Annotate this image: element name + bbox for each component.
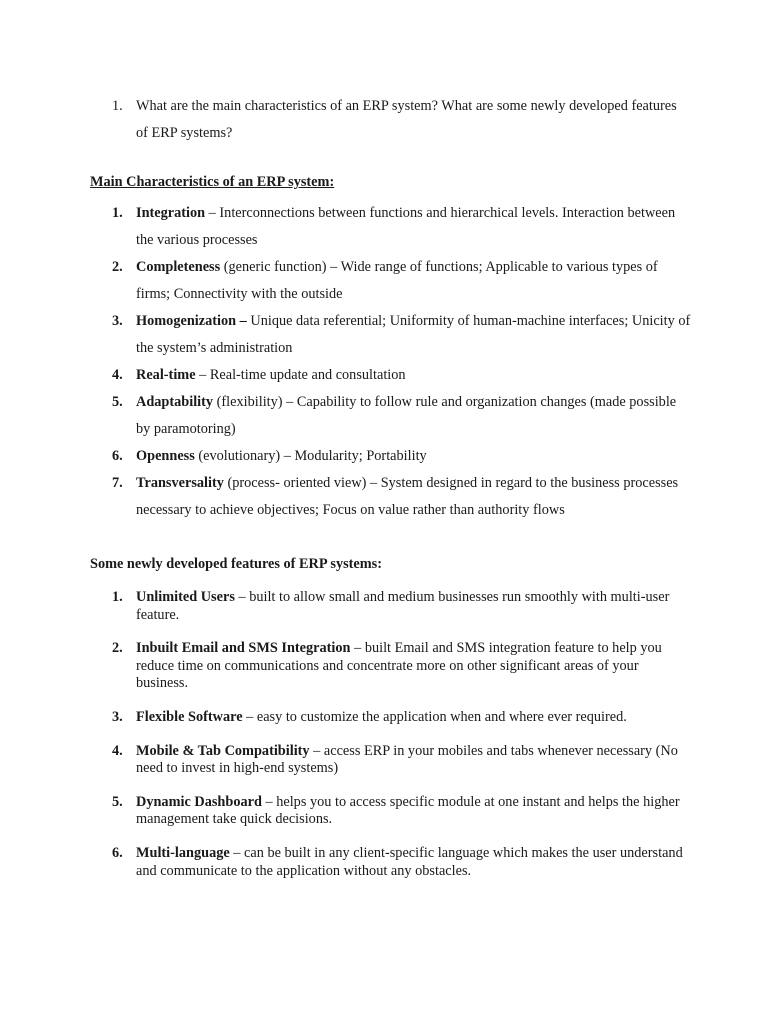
list-item — [112, 389, 692, 443]
item-number: 4. — [112, 742, 123, 759]
item-description: built to allow small and medium businesses run smoothly with multi-user feature. — [136, 589, 670, 623]
item-description: helps you to access specific module at one instant and helps the higher management take quick decisions. — [136, 793, 680, 828]
item-description: Interconnections between functions and hierarchical levels. Interaction between the various processes — [136, 205, 676, 248]
item-number: 1. — [112, 205, 123, 221]
list-item — [112, 845, 692, 880]
item-description: Real-time update and consultation — [209, 367, 406, 383]
item-separator: (evolutionary) – — [194, 448, 295, 464]
list-item — [112, 470, 692, 524]
item-number: 6. — [112, 844, 123, 861]
item-separator: (process- oriented view) – — [223, 475, 381, 491]
item-description: Unique data referential; Uniformity of human-machine interfaces; Unicity of the system’s administration — [136, 313, 691, 356]
item-number: 3. — [112, 313, 123, 329]
list-item — [112, 709, 692, 727]
list-item — [112, 362, 692, 389]
item-separator: – — [309, 742, 324, 759]
list-item — [112, 794, 692, 829]
list-item — [112, 308, 692, 362]
item-number: 2. — [112, 259, 123, 275]
item-term: Adaptability — [136, 394, 214, 410]
list-item — [112, 640, 692, 693]
item-number: 5. — [112, 394, 123, 410]
item-term: Dynamic Dashboard — [136, 793, 262, 810]
item-term: Multi-language — [136, 844, 230, 861]
item-number: 1. — [112, 589, 123, 605]
item-description: easy to customize the application when and where ever required. — [256, 708, 627, 725]
section-heading-new-features: Some newly developed features of ERP systems: — [90, 556, 382, 572]
item-term: Flexible Software — [136, 708, 243, 725]
item-term: Real-time — [136, 367, 196, 383]
item-separator: (flexibility) – — [213, 394, 297, 410]
item-separator: – — [242, 708, 257, 725]
item-description: Capability to follow rule and organization changes (made possible by paramotoring) — [136, 394, 677, 437]
item-term: Openness — [136, 448, 195, 464]
item-number: 6. — [112, 448, 123, 464]
item-description: Wide range of functions; Applicable to various types of firms; Connectivity with the outside — [136, 259, 658, 302]
item-number: 7. — [112, 475, 123, 491]
item-term: Completeness — [136, 259, 221, 275]
item-number: 2. — [112, 640, 123, 657]
item-description: Modularity; Portability — [294, 448, 427, 464]
item-term: Transversality — [136, 475, 224, 491]
item-description: can be built in any client-specific language which makes the user understand and communicate to the application without any obstacles. — [136, 844, 683, 879]
list-item — [112, 743, 692, 778]
item-separator: – — [350, 640, 365, 657]
item-separator: (generic function) – — [220, 259, 341, 275]
question-number: 1. — [112, 98, 123, 114]
item-number: 4. — [112, 367, 123, 383]
question-text: What are the main characteristics of an ERP system? What are some newly developed features of ERP systems? — [136, 98, 677, 141]
list-item — [112, 200, 692, 254]
item-term: Inbuilt Email and SMS Integration — [136, 640, 351, 657]
characteristics-list — [112, 200, 692, 524]
item-number: 3. — [112, 708, 123, 725]
item-description: built Email and SMS integration feature to help you reduce time on communications and concentrate more on other significant areas of your business. — [136, 640, 662, 692]
item-term: Unlimited Users — [136, 589, 235, 605]
item-term: Mobile & Tab Compatibility — [136, 742, 310, 759]
item-term: Integration — [136, 205, 206, 221]
item-separator: – — [261, 793, 277, 810]
item-description: System designed in regard to the business processes necessary to achieve objectives; Focus on value rather than authority flows — [136, 475, 679, 518]
new-features-list — [112, 589, 692, 896]
item-description: access ERP in your mobiles and tabs whenever necessary (No need to invest in high-end systems) — [136, 742, 678, 777]
list-item — [112, 254, 692, 308]
list-item — [112, 443, 692, 470]
item-separator: – — [234, 589, 250, 605]
section-heading-characteristics: Main Characteristics of an ERP system: — [90, 174, 335, 190]
list-item — [112, 589, 692, 624]
item-separator: – — [229, 844, 245, 861]
item-separator: – — [195, 367, 210, 383]
item-number: 5. — [112, 793, 123, 810]
item-separator: – — [205, 205, 220, 221]
item-term: Homogenization – — [136, 313, 247, 329]
